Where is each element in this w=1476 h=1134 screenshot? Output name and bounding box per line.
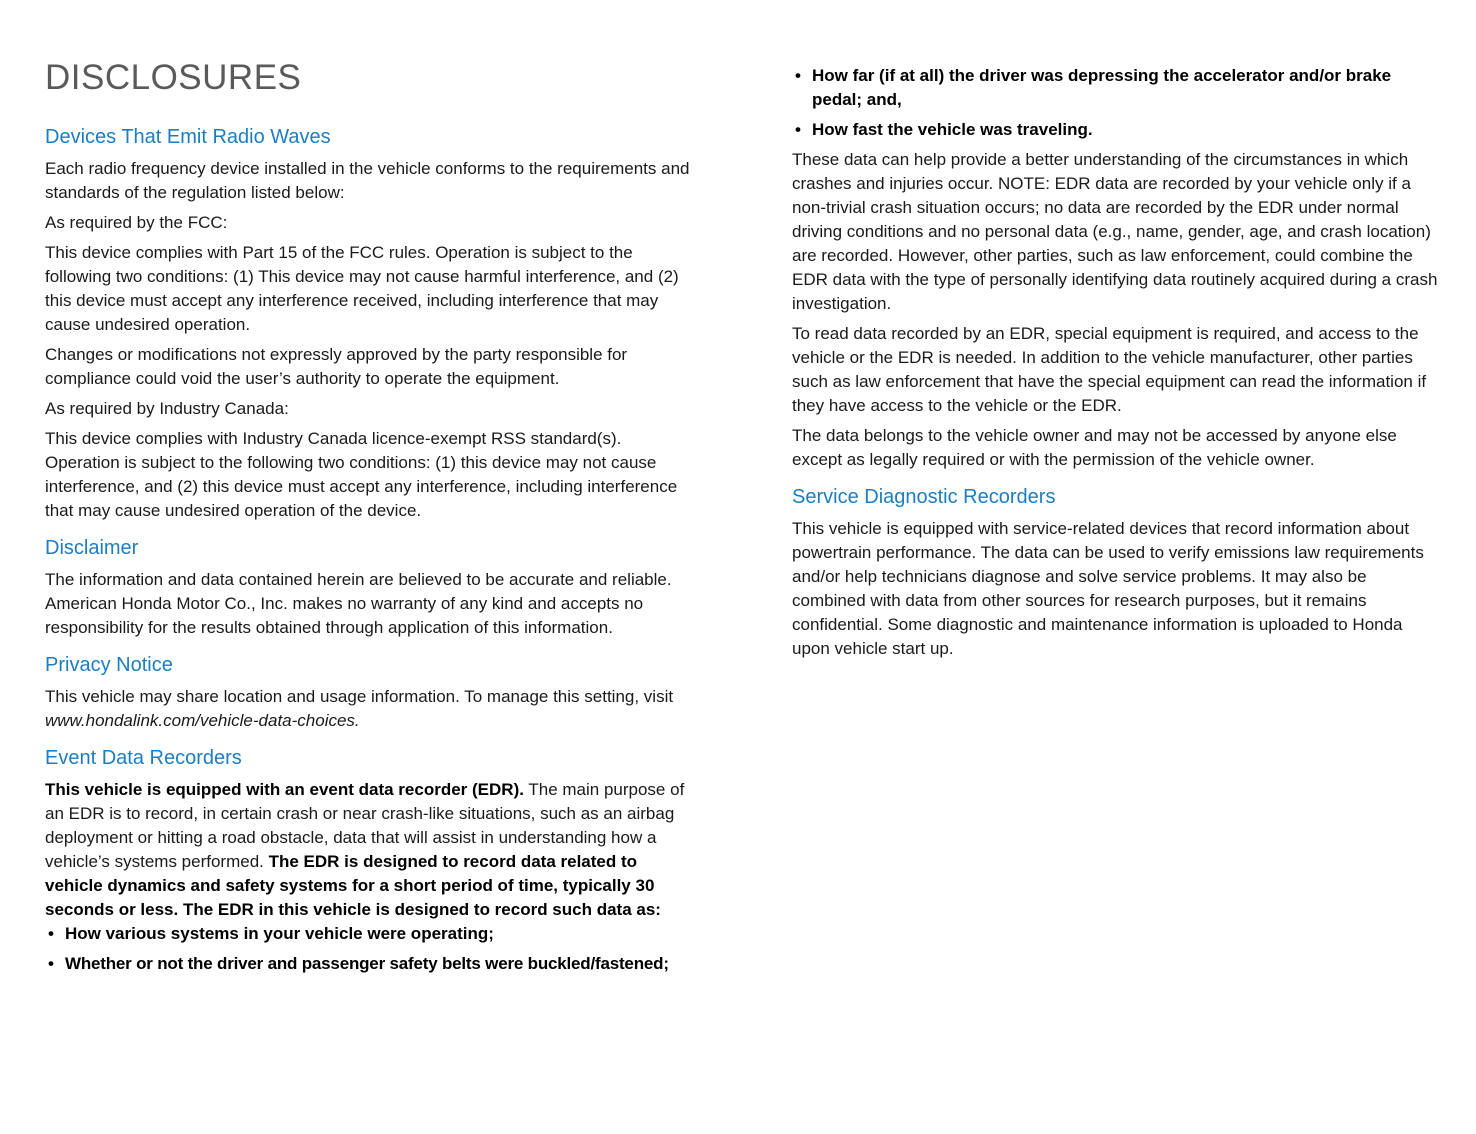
edr-bullet-text: Whether or not the driver and passenger safety belts were buckled/fastened; — [65, 954, 669, 973]
edr-intro-bold: This vehicle is equipped with an event data recorder (EDR). — [45, 780, 524, 799]
sdr-paragraph: This vehicle is equipped with service-related devices that record information about powertrain performance. The data can be used to verify emissions law requirements and/or help technicians diagnose and solve service problems. It may also be combined with data from other sources for research purposes, but it remains confidential. Some diagnostic and maintenance information is uploaded to Honda upon vehicle start up. — [792, 519, 1424, 658]
edr-bullet-text: How various systems in your vehicle were operating; — [65, 924, 494, 943]
section-heading-service-diagnostic: Service Diagnostic Recorders — [792, 486, 1056, 508]
edr-bullet-list-left — [45, 922, 693, 976]
radio-paragraph-3: This device complies with Part 15 of the FCC rules. Operation is subject to the following two conditions: (1) This device may not cause harmful interference, and (2) this device must accept any interference received, including interference that may cause undesired operation. — [45, 243, 679, 334]
edr-intro-text: The main purpose of an EDR is to record, in certain crash or near crash-like situations, such as an airbag deployment or hitting a road obstacle, data that will assist in understanding how a vehicle’s systems performed. — [45, 780, 685, 871]
list-item — [792, 64, 1440, 112]
edr-bullet-list-right — [792, 64, 1440, 142]
list-item — [45, 952, 693, 976]
edr-bullet-text: How far (if at all) the driver was depressing the accelerator and/or brake pedal; and, — [812, 66, 1392, 109]
section-heading-edr: Event Data Recorders — [45, 747, 242, 769]
radio-paragraph-4: Changes or modifications not expressly approved by the party responsible for compliance could void the user’s authority to operate the equipment. — [45, 345, 628, 388]
left-column — [45, 124, 693, 976]
radio-paragraph-2: As required by the FCC: — [45, 213, 228, 232]
section-heading-disclaimer: Disclaimer — [45, 537, 139, 559]
list-item — [792, 118, 1440, 142]
edr-design-bold: The EDR is designed to record data related to vehicle dynamics and safety systems for a short period of time, typically 30 seconds or less. The EDR in this vehicle is designed to record such data as: — [45, 852, 661, 919]
bullet-icon: • — [48, 954, 54, 973]
edr-paragraph-1 — [45, 778, 693, 922]
privacy-link[interactable]: www.hondalink.com/vehicle-data-choices. — [45, 711, 360, 730]
page-title: DISCLOSURES — [45, 58, 302, 97]
disclaimer-paragraph: The information and data contained herein are believed to be accurate and reliable. American Honda Motor Co., Inc. makes no warranty of any kind and accepts no responsibility for the results obtained through application of this information. — [45, 570, 672, 637]
section-heading-privacy: Privacy Notice — [45, 654, 173, 676]
bullet-icon: • — [795, 66, 801, 85]
list-item — [45, 922, 693, 946]
bullet-icon: • — [795, 120, 801, 139]
edr-bullet-text: How fast the vehicle was traveling. — [812, 120, 1093, 139]
bullet-icon: • — [48, 924, 54, 943]
edr-paragraph-3: To read data recorded by an EDR, special equipment is required, and access to the vehicle or the EDR is needed. In addition to the vehicle manufacturer, other parties such as law enforcement that have the special equipment can read the information if they have access to the vehicle or the EDR. — [792, 324, 1427, 415]
privacy-text: This vehicle may share location and usage information. To manage this setting, visit — [45, 687, 674, 706]
radio-paragraph-5: As required by Industry Canada: — [45, 399, 289, 418]
edr-paragraph-2: These data can help provide a better understanding of the circumstances in which crashes and injuries occur. NOTE: EDR data are recorded by your vehicle only if a non-trivial crash situation occurs; no data are recorded by the EDR under normal driving conditions and no personal data (e.g., name, gender, age, and crash location) are recorded. However, other parties, such as law enforcement, could combine the EDR data with the type of personally identifying data routinely acquired during a crash investigation. — [792, 150, 1438, 313]
radio-paragraph-6: This device complies with Industry Canada licence-exempt RSS standard(s). Operation is subject to the following two conditions: (1) this device may not cause interference, and (2) this device must accept any interference, including interference that may cause undesired operation of the device. — [45, 429, 678, 520]
radio-paragraph-1: Each radio frequency device installed in the vehicle conforms to the requirements and standards of the regulation listed below: — [45, 159, 690, 202]
privacy-paragraph — [45, 685, 693, 733]
right-column — [792, 64, 1440, 661]
edr-paragraph-4: The data belongs to the vehicle owner and may not be accessed by anyone else except as legally required or with the permission of the vehicle owner. — [792, 426, 1397, 469]
section-heading-radio-waves: Devices That Emit Radio Waves — [45, 126, 331, 148]
